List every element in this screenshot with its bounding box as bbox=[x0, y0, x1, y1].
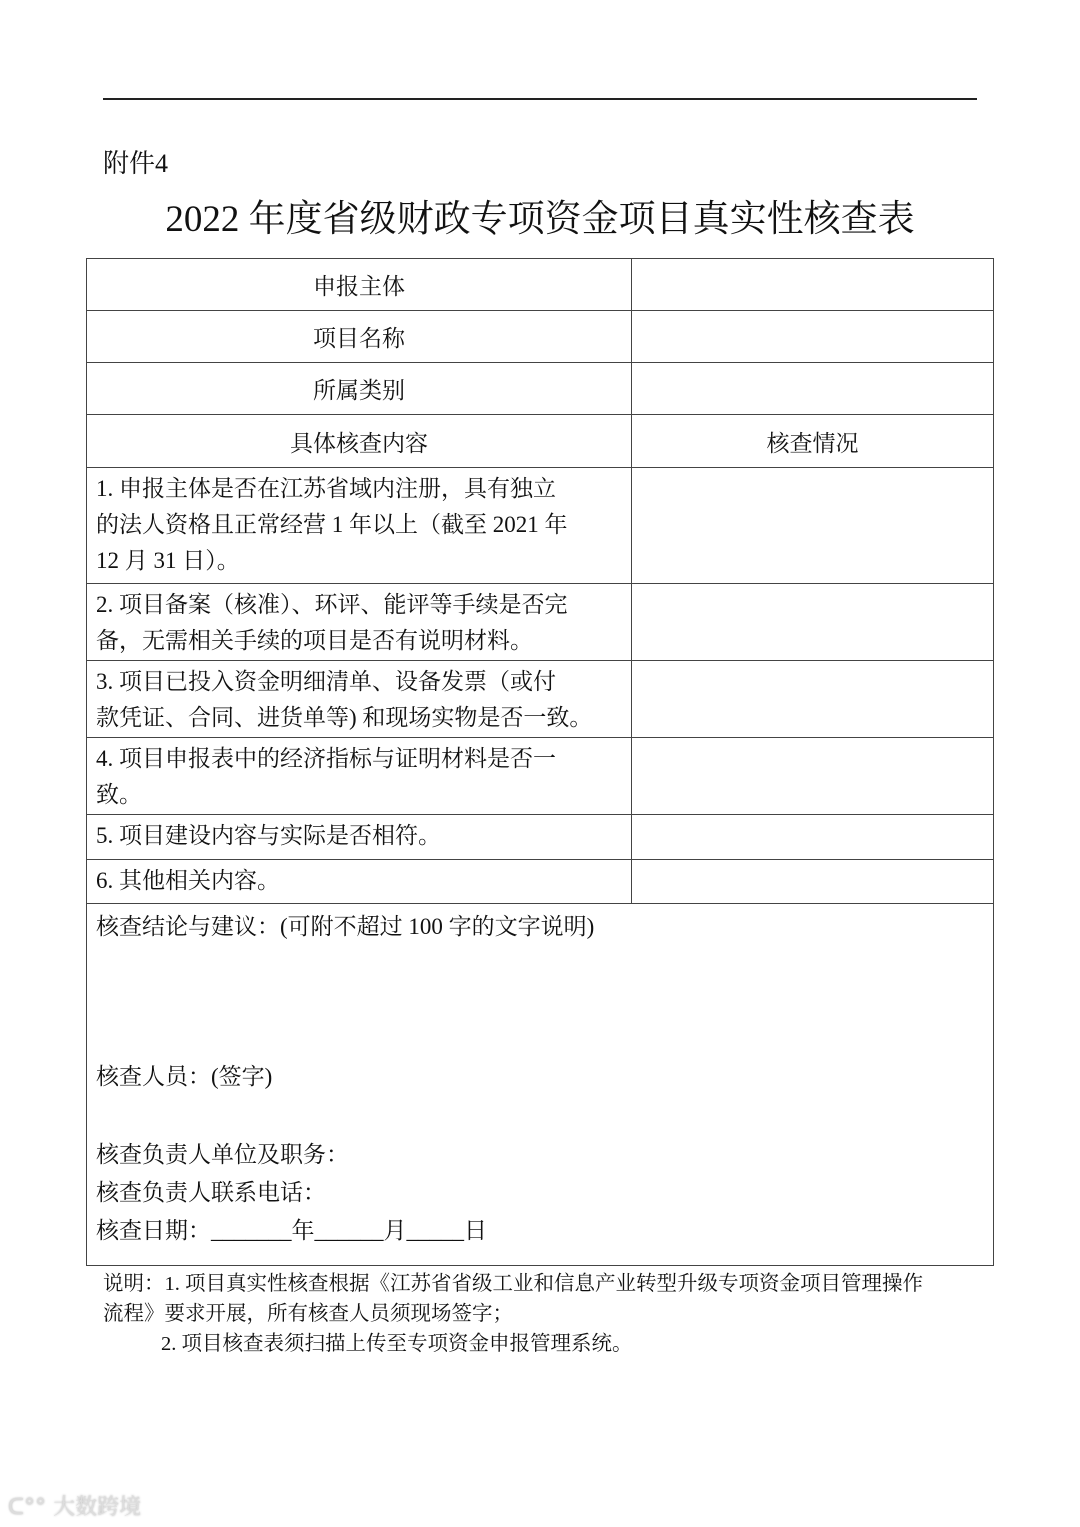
table-row bbox=[87, 311, 994, 363]
inspection-date: 核查日期：_______年______月_____日 bbox=[96, 1218, 487, 1243]
check-status[interactable] bbox=[632, 738, 994, 815]
table-row bbox=[87, 363, 994, 415]
field-label: 申报主体 bbox=[87, 259, 632, 311]
note-line: 流程》要求开展，所有核查人员须现场签字； bbox=[103, 1303, 513, 1325]
field-label: 所属类别 bbox=[87, 363, 632, 415]
line: 3. 项目已投入资金明细清单、设备发票（或付 bbox=[96, 669, 556, 694]
attachment-label: 附件4 bbox=[103, 149, 169, 178]
header-rule bbox=[103, 98, 977, 100]
conclusion-row bbox=[87, 904, 994, 1266]
table-row bbox=[87, 468, 994, 584]
responsible-phone: 核查负责人联系电话： bbox=[96, 1180, 326, 1205]
inspector-signature: 核查人员：(签字) bbox=[96, 1064, 273, 1089]
responsible-unit-position: 核查负责人单位及职务： bbox=[96, 1142, 349, 1167]
field-value[interactable] bbox=[632, 363, 994, 415]
line: 2. 项目备案（核准）、环评、能评等手续是否完 bbox=[96, 592, 568, 617]
line: 5. 项目建设内容与实际是否相符。 bbox=[96, 823, 441, 848]
field-value[interactable] bbox=[632, 259, 994, 311]
column-header-status: 核查情况 bbox=[632, 415, 994, 468]
line: 款凭证、合同、进货单等) 和现场实物是否一致。 bbox=[96, 705, 593, 730]
note-line: 说明：1. 项目真实性核查根据《江苏省省级工业和信息产业转型升级专项资金项目管理操作 bbox=[103, 1273, 923, 1295]
table-row bbox=[87, 738, 994, 815]
watermark-text: 大数跨境 bbox=[53, 1495, 142, 1520]
field-value[interactable] bbox=[632, 311, 994, 363]
check-status[interactable] bbox=[632, 468, 994, 584]
column-header-row bbox=[87, 415, 994, 468]
check-item bbox=[87, 661, 632, 738]
note-line: 2. 项目核查表须扫描上传至专项资金申报管理系统。 bbox=[161, 1333, 633, 1355]
line: 6. 其他相关内容。 bbox=[96, 868, 280, 893]
column-header-content: 具体核查内容 bbox=[87, 415, 632, 468]
conclusion-cell[interactable] bbox=[87, 904, 994, 1266]
table-row bbox=[87, 259, 994, 311]
line: 致。 bbox=[96, 782, 142, 807]
check-status[interactable] bbox=[632, 860, 994, 904]
field-label: 项目名称 bbox=[87, 311, 632, 363]
line: 1. 申报主体是否在江苏省域内注册，具有独立 bbox=[96, 476, 556, 501]
line: 备，无需相关手续的项目是否有说明材料。 bbox=[96, 628, 533, 653]
line: 的法人资格且正常经营 1 年以上（截至 2021 年 bbox=[96, 512, 568, 537]
line: 12 月 31 日）。 bbox=[96, 548, 240, 573]
line: 4. 项目申报表中的经济指标与证明材料是否一 bbox=[96, 746, 556, 771]
table-row bbox=[87, 584, 994, 661]
check-item bbox=[87, 738, 632, 815]
form-body bbox=[86, 258, 994, 1359]
check-item bbox=[87, 584, 632, 661]
check-status[interactable] bbox=[632, 815, 994, 860]
table-row bbox=[87, 661, 994, 738]
notes bbox=[103, 1269, 994, 1359]
table-row bbox=[87, 815, 994, 860]
conclusion-label: 核查结论与建议：(可附不超过 100 字的文字说明) bbox=[96, 914, 595, 939]
verification-table bbox=[86, 258, 994, 1266]
table-row bbox=[87, 860, 994, 904]
check-status[interactable] bbox=[632, 584, 994, 661]
check-item bbox=[87, 860, 632, 904]
check-item bbox=[87, 468, 632, 584]
check-item bbox=[87, 815, 632, 860]
watermark-logo: ᑕ°° 大数跨境 bbox=[8, 1495, 142, 1520]
check-status[interactable] bbox=[632, 661, 994, 738]
page-title: 2022 年度省级财政专项资金项目真实性核查表 bbox=[165, 199, 915, 240]
